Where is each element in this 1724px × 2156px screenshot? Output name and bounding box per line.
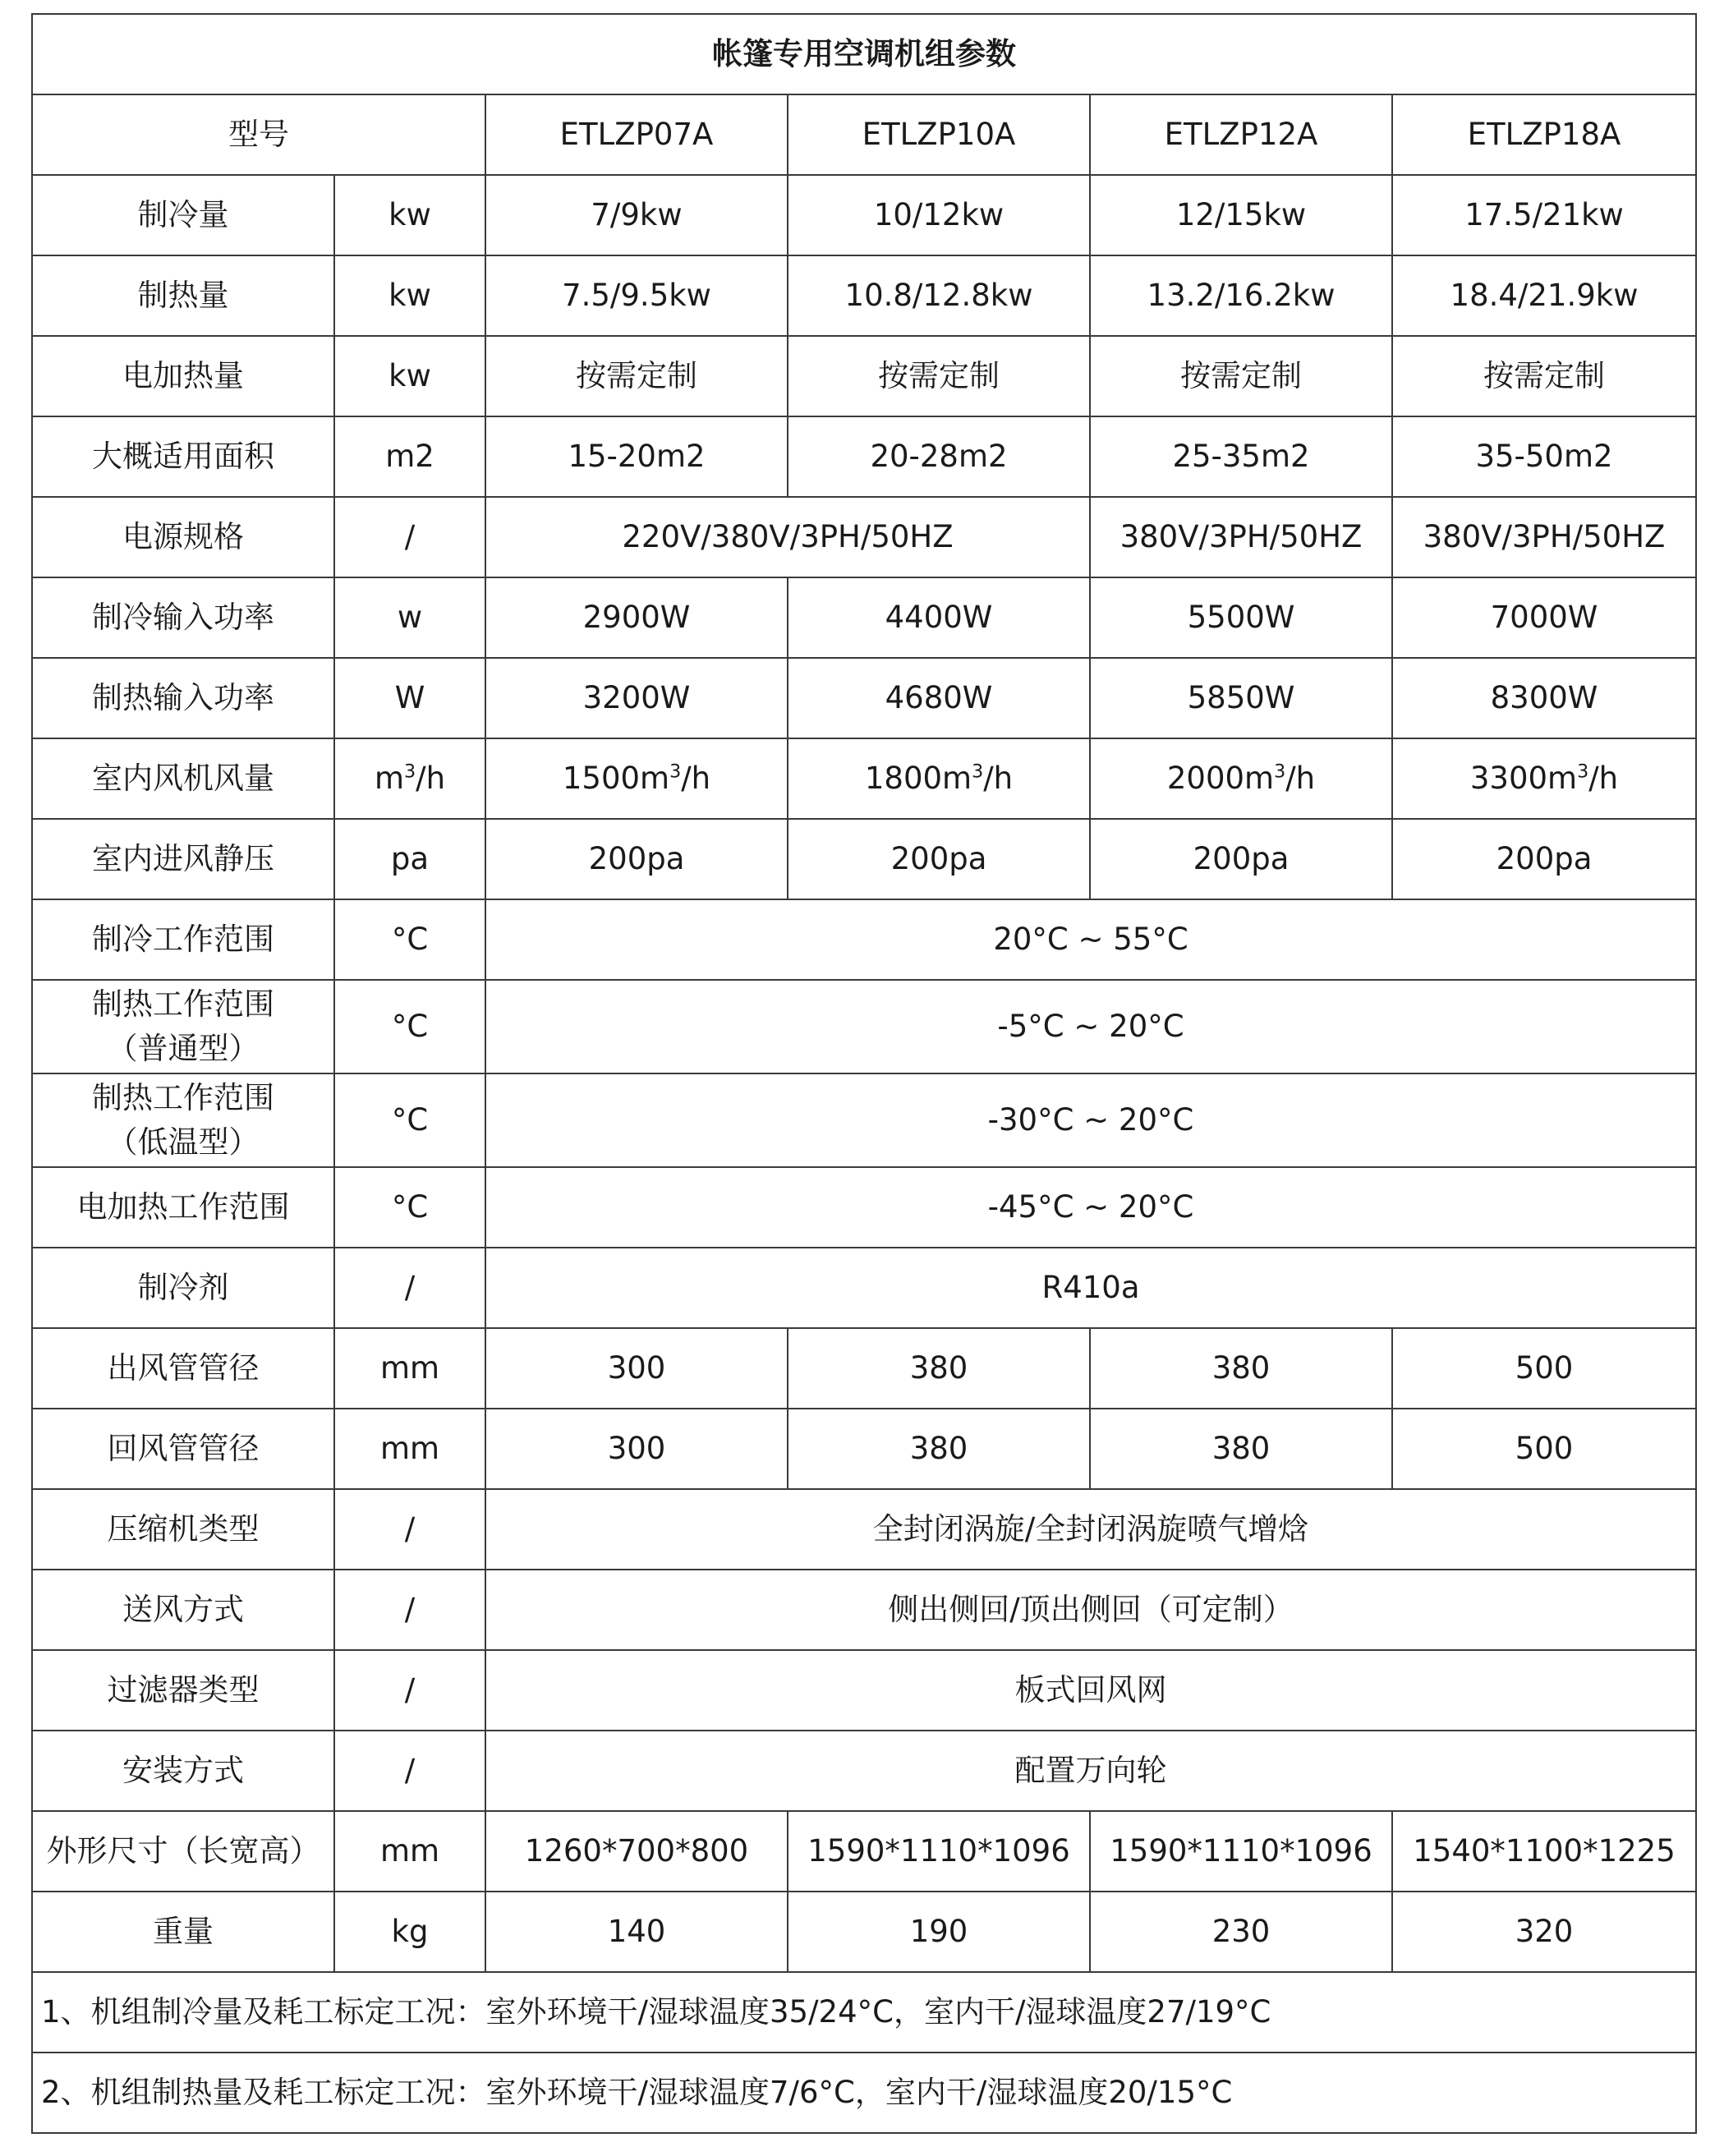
cell-value: 5500W: [1090, 577, 1392, 658]
unit-tail: /h: [681, 761, 711, 796]
row-label: 制冷剂: [32, 1248, 334, 1328]
note-cooling: 1、机组制冷量及耗工标定工况：室外环境干/湿球温度35/24°C，室内干/湿球温度27/19°C: [32, 1972, 1696, 2053]
cell-value: [1090, 738, 1392, 819]
cell-value: 200pa: [788, 819, 1090, 899]
row-label: 室内进风静压: [32, 819, 334, 899]
table-row: [32, 1811, 1696, 1892]
cell-value: 15-20m2: [485, 416, 788, 497]
row-unit: kg: [334, 1892, 485, 1972]
row-unit: /: [334, 1731, 485, 1811]
row-unit: W: [334, 658, 485, 738]
cell-value: 3200W: [485, 658, 788, 738]
row-unit: /: [334, 1650, 485, 1731]
label-line: （普通型）: [107, 1031, 260, 1066]
label-line: 制热工作范围: [92, 1080, 274, 1115]
table-row: [32, 336, 1696, 416]
cell-value: 按需定制: [1090, 336, 1392, 416]
row-label: 制冷输入功率: [32, 577, 334, 658]
cell-value: 10/12kw: [788, 175, 1090, 255]
cell-value: [788, 738, 1090, 819]
label-line: （低温型）: [107, 1124, 260, 1160]
row-label: 大概适用面积: [32, 416, 334, 497]
cell-value: 300: [485, 1409, 788, 1489]
unit-sup: 3: [1274, 761, 1286, 783]
row-label: 制热输入功率: [32, 658, 334, 738]
table-row: [32, 1328, 1696, 1409]
row-unit: °C: [334, 980, 485, 1073]
value-number: 1800: [864, 761, 943, 796]
unit-base: m: [1547, 761, 1578, 796]
table-row: [32, 416, 1696, 497]
cell-value: 5850W: [1090, 658, 1392, 738]
cell-value: 220V/380V/3PH/50HZ: [485, 497, 1090, 577]
note-heating: 2、机组制热量及耗工标定工况：室外环境干/湿球温度7/6°C，室内干/湿球温度20/15°C: [32, 2053, 1696, 2133]
unit-tail: /h: [1588, 761, 1619, 796]
spec-table: [31, 13, 1697, 2134]
cell-value: 380: [1090, 1409, 1392, 1489]
table-row: [32, 1248, 1696, 1328]
table-row: [32, 1073, 1696, 1167]
cell-value: 1590*1110*1096: [1090, 1811, 1392, 1892]
model-name: ETLZP07A: [485, 94, 788, 175]
table-row: [32, 497, 1696, 577]
cell-value: 380: [1090, 1328, 1392, 1409]
row-label: 出风管管径: [32, 1328, 334, 1409]
row-label: 制冷工作范围: [32, 899, 334, 980]
table-row: [32, 738, 1696, 819]
table-row: [32, 1570, 1696, 1650]
row-unit: mm: [334, 1409, 485, 1489]
cell-value: 7.5/9.5kw: [485, 255, 788, 336]
model-name: ETLZP18A: [1392, 94, 1696, 175]
row-unit: /: [334, 1248, 485, 1328]
cell-value: 18.4/21.9kw: [1392, 255, 1696, 336]
cell-value: 200pa: [1090, 819, 1392, 899]
unit-base: m: [942, 761, 972, 796]
cell-value: [485, 738, 788, 819]
row-unit: w: [334, 577, 485, 658]
cell-value: 4400W: [788, 577, 1090, 658]
row-unit: /: [334, 497, 485, 577]
cell-value: 200pa: [485, 819, 788, 899]
cell-value: -45°C ~ 20°C: [485, 1167, 1696, 1248]
unit-tail: /h: [983, 761, 1014, 796]
cell-value: 380V/3PH/50HZ: [1392, 497, 1696, 577]
row-label: 安装方式: [32, 1731, 334, 1811]
unit-base: m: [1244, 761, 1275, 796]
model-label: 型号: [32, 94, 485, 175]
row-label: 重量: [32, 1892, 334, 1972]
row-unit: m2: [334, 416, 485, 497]
unit-sup: 3: [669, 761, 682, 783]
row-label: 回风管管径: [32, 1409, 334, 1489]
cell-value: 配置万向轮: [485, 1731, 1696, 1811]
table-row: [32, 577, 1696, 658]
cell-value: 8300W: [1392, 658, 1696, 738]
cell-value: 1260*700*800: [485, 1811, 788, 1892]
table-row: [32, 819, 1696, 899]
cell-value: 230: [1090, 1892, 1392, 1972]
row-unit: /: [334, 1489, 485, 1570]
unit-tail: /h: [1285, 761, 1316, 796]
row-unit: kw: [334, 336, 485, 416]
table-row: [32, 1167, 1696, 1248]
row-unit: kw: [334, 255, 485, 336]
row-label: 制冷量: [32, 175, 334, 255]
model-row: [32, 94, 1696, 175]
cell-value: 380: [788, 1328, 1090, 1409]
table-row: [32, 255, 1696, 336]
table-row: [32, 1489, 1696, 1570]
cell-value: 300: [485, 1328, 788, 1409]
table-row: [32, 175, 1696, 255]
unit-sup: 3: [972, 761, 984, 783]
row-label: 送风方式: [32, 1570, 334, 1650]
row-label: [32, 980, 334, 1073]
cell-value: 17.5/21kw: [1392, 175, 1696, 255]
unit-sup: 3: [404, 761, 416, 783]
model-name: ETLZP12A: [1090, 94, 1392, 175]
cell-value: 按需定制: [485, 336, 788, 416]
table-row: [32, 658, 1696, 738]
cell-value: 20°C ~ 55°C: [485, 899, 1696, 980]
table-row: [32, 1892, 1696, 1972]
cell-value: 板式回风网: [485, 1650, 1696, 1731]
cell-value: 190: [788, 1892, 1090, 1972]
row-unit: kw: [334, 175, 485, 255]
row-label: [32, 1073, 334, 1167]
row-unit: °C: [334, 1167, 485, 1248]
row-label: 外形尺寸（长宽高）: [32, 1811, 334, 1892]
cell-value: 12/15kw: [1090, 175, 1392, 255]
cell-value: -5°C ~ 20°C: [485, 980, 1696, 1073]
row-label: 电源规格: [32, 497, 334, 577]
cell-value: 35-50m2: [1392, 416, 1696, 497]
row-label: 电加热量: [32, 336, 334, 416]
cell-value: 380V/3PH/50HZ: [1090, 497, 1392, 577]
cell-value: 全封闭涡旋/全封闭涡旋喷气增焓: [485, 1489, 1696, 1570]
row-label: 电加热工作范围: [32, 1167, 334, 1248]
cell-value: 13.2/16.2kw: [1090, 255, 1392, 336]
cell-value: 380: [788, 1409, 1090, 1489]
cell-value: 按需定制: [1392, 336, 1696, 416]
cell-value: 2900W: [485, 577, 788, 658]
unit-tail: /h: [416, 761, 446, 796]
cell-value: 320: [1392, 1892, 1696, 1972]
cell-value: 1590*1110*1096: [788, 1811, 1090, 1892]
table-row: [32, 1409, 1696, 1489]
cell-value: 4680W: [788, 658, 1090, 738]
label-line: 制热工作范围: [92, 986, 274, 1022]
value-number: 1500: [562, 761, 641, 796]
value-number: 2000: [1166, 761, 1245, 796]
cell-value: 侧出侧回/顶出侧回（可定制）: [485, 1570, 1696, 1650]
cell-value: 1540*1100*1225: [1392, 1811, 1696, 1892]
table-row: [32, 1731, 1696, 1811]
cell-value: -30°C ~ 20°C: [485, 1073, 1696, 1167]
cell-value: R410a: [485, 1248, 1696, 1328]
cell-value: 200pa: [1392, 819, 1696, 899]
table-title: 帐篷专用空调机组参数: [32, 14, 1696, 94]
value-number: 3300: [1469, 761, 1548, 796]
model-name: ETLZP10A: [788, 94, 1090, 175]
row-unit: [334, 738, 485, 819]
row-label: 制热量: [32, 255, 334, 336]
row-unit: °C: [334, 899, 485, 980]
row-unit: /: [334, 1570, 485, 1650]
row-unit: mm: [334, 1811, 485, 1892]
cell-value: 25-35m2: [1090, 416, 1392, 497]
unit-base: m: [374, 761, 404, 796]
cell-value: [1392, 738, 1696, 819]
row-label: 室内风机风量: [32, 738, 334, 819]
row-unit: mm: [334, 1328, 485, 1409]
table-row: [32, 899, 1696, 980]
cell-value: 500: [1392, 1328, 1696, 1409]
row-unit: pa: [334, 819, 485, 899]
row-label: 压缩机类型: [32, 1489, 334, 1570]
unit-sup: 3: [1577, 761, 1589, 783]
cell-value: 10.8/12.8kw: [788, 255, 1090, 336]
cell-value: 7000W: [1392, 577, 1696, 658]
cell-value: 500: [1392, 1409, 1696, 1489]
row-label: 过滤器类型: [32, 1650, 334, 1731]
table-row: [32, 1650, 1696, 1731]
cell-value: 140: [485, 1892, 788, 1972]
cell-value: 20-28m2: [788, 416, 1090, 497]
table-row: [32, 980, 1696, 1073]
row-unit: °C: [334, 1073, 485, 1167]
cell-value: 7/9kw: [485, 175, 788, 255]
cell-value: 按需定制: [788, 336, 1090, 416]
unit-base: m: [640, 761, 670, 796]
